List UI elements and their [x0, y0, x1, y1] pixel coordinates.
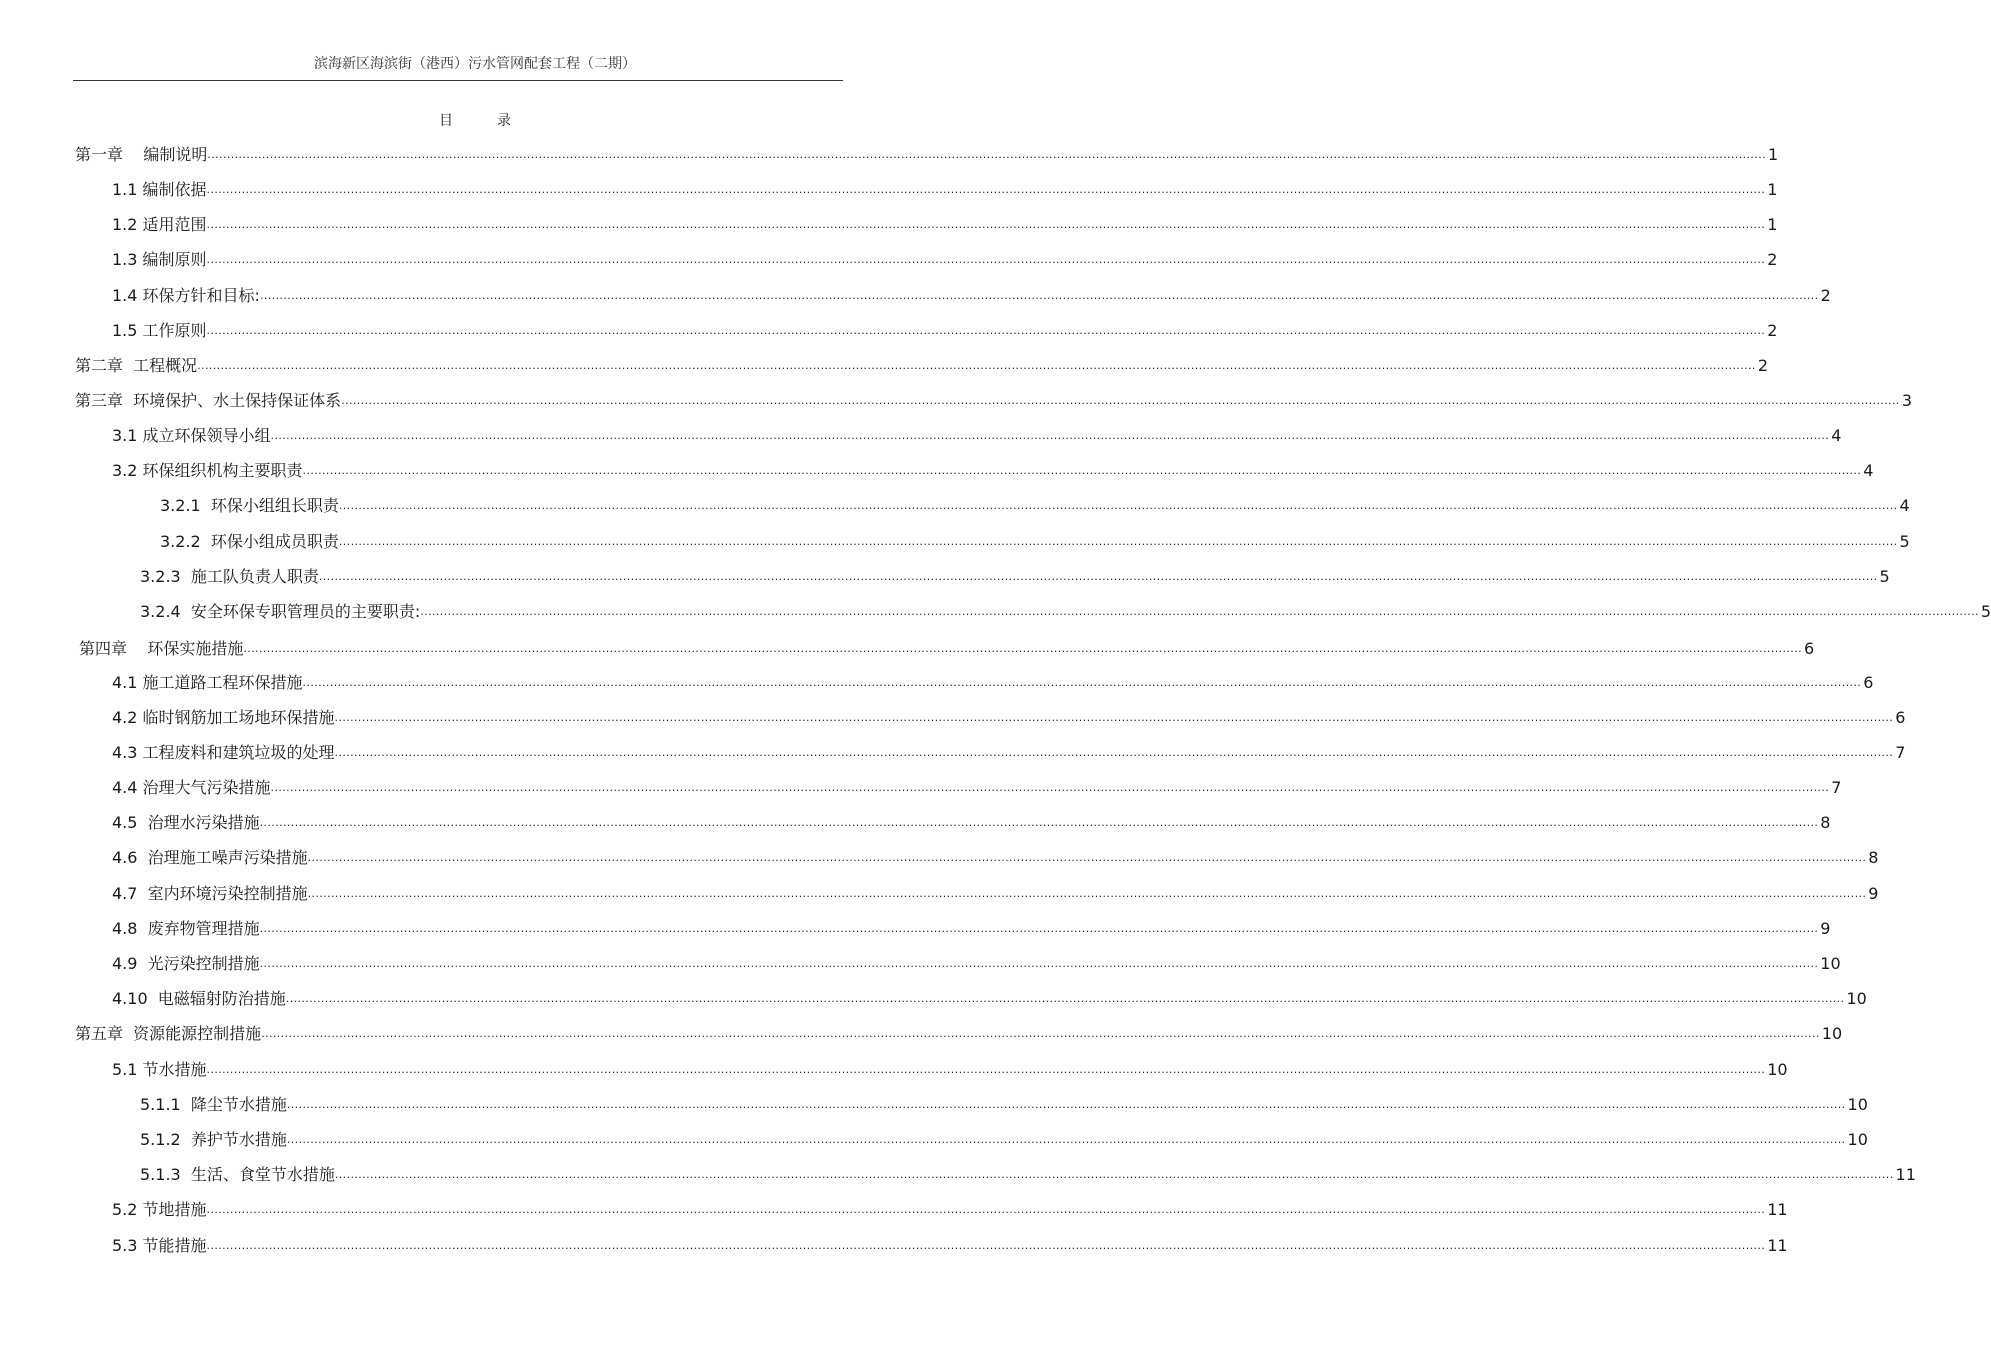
toc-entry-label: 5.1.3 生活、食堂节水措施: [140, 1165, 335, 1184]
toc-entry-page: 6: [1895, 708, 1906, 727]
toc-entry-page: 11: [1767, 1200, 1788, 1219]
toc-entry[interactable]: [140, 1093, 1868, 1115]
toc-entry-label: 4.6 治理施工噪声污染措施: [112, 848, 308, 867]
toc-entry-label: 3.2.2 环保小组成员职责: [160, 532, 339, 551]
toc-leader-dots: ................................................................................................................................................................................................................................................................................................................................................................................................................: [285, 992, 1845, 1005]
toc-leader-dots: ................................................................................................................................................................................................................................................................................................................................................................................................................: [270, 781, 1830, 794]
toc-entry-page: 4: [1831, 426, 1842, 445]
toc-entry-label: 4.3 工程废料和建筑垃圾的处理: [112, 743, 335, 762]
toc-leader-dots: ................................................................................................................................................................................................................................................................................................................................................................................................................: [307, 851, 1867, 864]
toc-entry[interactable]: [112, 178, 1778, 200]
toc-entry-page: 4: [1899, 496, 1910, 515]
header-rule: [73, 80, 843, 81]
toc-entry-label: 第四章 环保实施措施: [79, 639, 244, 658]
toc-entry-label: 5.1 节水措施: [112, 1060, 207, 1079]
toc-entry-label: 1.2 适用范围: [112, 215, 207, 234]
toc-entry-label: 4.9 光污染控制措施: [112, 954, 260, 973]
toc-entry-page: 3: [1901, 391, 1913, 410]
running-header: 滨海新区海滨街（港西）污水管网配套工程（二期）: [314, 56, 636, 72]
toc-leader-dots: ................................................................................................................................................................................................................................................................................................................................................................................................................: [261, 1027, 1820, 1040]
toc-entry[interactable]: [112, 1198, 1788, 1220]
toc-entry-page: 2: [1767, 321, 1778, 340]
toc-leader-dots: ................................................................................................................................................................................................................................................................................................................................................................................................................: [334, 746, 1894, 759]
toc-entry-label: 1.5 工作原则: [112, 321, 207, 340]
toc-entry[interactable]: [75, 389, 1913, 411]
toc-entry-page: 9: [1820, 919, 1831, 938]
toc-leader-dots: ................................................................................................................................................................................................................................................................................................................................................................................................................: [243, 642, 1802, 655]
toc-leader-dots: ................................................................................................................................................................................................................................................................................................................................................................................................................: [286, 1133, 1846, 1146]
toc-entry[interactable]: [112, 776, 1842, 798]
toc-leader-dots: ................................................................................................................................................................................................................................................................................................................................................................................................................: [259, 922, 1819, 935]
toc-entry-page: 9: [1868, 884, 1879, 903]
toc-entry[interactable]: [112, 248, 1778, 270]
toc-entry[interactable]: [140, 1163, 1916, 1185]
toc-leader-dots: ................................................................................................................................................................................................................................................................................................................................................................................................................: [338, 499, 1898, 512]
toc-entry-page: 8: [1820, 813, 1831, 832]
toc-entry-page: 10: [1767, 1060, 1788, 1079]
toc-entry-label: 3.1 成立环保领导小组: [112, 426, 271, 445]
toc-leader-dots: ................................................................................................................................................................................................................................................................................................................................................................................................................: [286, 1098, 1846, 1111]
toc-entry-page: 11: [1895, 1165, 1916, 1184]
toc-entry-label: 第二章 工程概况: [75, 356, 198, 375]
toc-leader-dots: ................................................................................................................................................................................................................................................................................................................................................................................................................: [259, 957, 1819, 970]
toc-entry[interactable]: [140, 565, 1890, 587]
toc-leader-dots: ................................................................................................................................................................................................................................................................................................................................................................................................................: [197, 359, 1756, 372]
toc-entry-page: 10: [1820, 954, 1841, 973]
toc-entry-label: 3.2.3 施工队负责人职责: [140, 567, 319, 586]
toc-entry[interactable]: [140, 1128, 1868, 1150]
toc-entry-label: 3.2 环保组织机构主要职责: [112, 461, 303, 480]
toc-entry-page: 2: [1767, 250, 1778, 269]
toc-entry-label: 4.8 废弃物管理措施: [112, 919, 260, 938]
toc-entry[interactable]: [112, 917, 1831, 939]
toc-entry[interactable]: [112, 882, 1879, 904]
toc-entry[interactable]: [112, 952, 1841, 974]
toc-entry[interactable]: [112, 213, 1778, 235]
toc-entry[interactable]: [112, 987, 1867, 1009]
toc-leader-dots: ................................................................................................................................................................................................................................................................................................................................................................................................................: [318, 570, 1878, 583]
toc-entry-label: 第一章 编制说明: [75, 145, 208, 164]
toc-entry[interactable]: [112, 811, 1831, 833]
toc-entry-label: 1.1 编制依据: [112, 180, 207, 199]
toc-entry[interactable]: [112, 741, 1906, 763]
toc-title: 目录: [439, 113, 555, 129]
toc-leader-dots: ................................................................................................................................................................................................................................................................................................................................................................................................................: [207, 148, 1766, 161]
toc-entry[interactable]: [112, 671, 1874, 693]
toc-entry-page: 8: [1868, 848, 1879, 867]
toc-leader-dots: ................................................................................................................................................................................................................................................................................................................................................................................................................: [206, 218, 1766, 231]
toc-leader-dots: ................................................................................................................................................................................................................................................................................................................................................................................................................: [259, 289, 1819, 302]
toc-entry-label: 5.1.2 养护节水措施: [140, 1130, 287, 1149]
toc-leader-dots: ................................................................................................................................................................................................................................................................................................................................................................................................................: [334, 711, 1894, 724]
toc-leader-dots: ................................................................................................................................................................................................................................................................................................................................................................................................................: [206, 1063, 1766, 1076]
toc-entry[interactable]: [160, 494, 1910, 516]
toc-entry-page: 6: [1863, 673, 1874, 692]
toc-entry-page: 4: [1863, 461, 1874, 480]
toc-entry-page: 10: [1846, 989, 1867, 1008]
toc-leader-dots: ................................................................................................................................................................................................................................................................................................................................................................................................................: [206, 253, 1766, 266]
toc-leader-dots: ................................................................................................................................................................................................................................................................................................................................................................................................................: [341, 394, 1900, 407]
toc-entry-label: 5.1.1 降尘节水措施: [140, 1095, 287, 1114]
toc-leader-dots: ................................................................................................................................................................................................................................................................................................................................................................................................................: [338, 535, 1898, 548]
toc-entry[interactable]: [160, 530, 1910, 552]
toc-entry-label: 4.7 室内环境污染控制措施: [112, 884, 308, 903]
toc-entry-label: 3.2.4 安全环保专职管理员的主要职责:: [140, 602, 421, 621]
toc-entry[interactable]: [112, 424, 1842, 446]
toc-entry-page: 5: [1879, 567, 1890, 586]
toc-leader-dots: ................................................................................................................................................................................................................................................................................................................................................................................................................: [206, 183, 1766, 196]
toc-leader-dots: ................................................................................................................................................................................................................................................................................................................................................................................................................: [206, 1203, 1766, 1216]
toc-entry-label: 1.4 环保方针和目标:: [112, 286, 260, 305]
toc-entry-page: 5: [1980, 602, 1991, 621]
toc-entry-page: 2: [1820, 286, 1831, 305]
toc-entry-page: 1: [1768, 145, 1779, 164]
toc-entry-page: 1: [1767, 215, 1778, 234]
toc-entry[interactable]: [112, 459, 1874, 481]
toc-leader-dots: ................................................................................................................................................................................................................................................................................................................................................................................................................: [302, 676, 1862, 689]
toc-entry[interactable]: [75, 354, 1769, 376]
toc-leader-dots: ................................................................................................................................................................................................................................................................................................................................................................................................................: [270, 429, 1830, 442]
toc-entry[interactable]: [112, 284, 1831, 306]
toc-entry-page: 7: [1895, 743, 1906, 762]
toc-leader-dots: ................................................................................................................................................................................................................................................................................................................................................................................................................: [420, 605, 1979, 618]
toc-entry-page: 1: [1767, 180, 1778, 199]
toc-entry[interactable]: [112, 706, 1906, 728]
toc-entry-label: 5.3 节能措施: [112, 1236, 207, 1255]
toc-entry[interactable]: [75, 1022, 1843, 1044]
toc-leader-dots: ................................................................................................................................................................................................................................................................................................................................................................................................................: [206, 1239, 1766, 1252]
toc-entry-label: 第三章 环境保护、水土保持保证体系: [75, 391, 342, 410]
toc-entry-page: 7: [1831, 778, 1842, 797]
toc-entry-page: 10: [1847, 1095, 1868, 1114]
toc-entry-page: 11: [1767, 1236, 1788, 1255]
toc-entry[interactable]: [112, 319, 1778, 341]
toc-leader-dots: ................................................................................................................................................................................................................................................................................................................................................................................................................: [259, 816, 1819, 829]
toc-entry-page: 10: [1847, 1130, 1868, 1149]
toc-entry[interactable]: [112, 1058, 1788, 1080]
toc-entry[interactable]: [75, 143, 1779, 165]
toc-entry-label: 4.4 治理大气污染措施: [112, 778, 271, 797]
toc-entry-label: 1.3 编制原则: [112, 250, 207, 269]
toc-entry[interactable]: [112, 846, 1879, 868]
toc-entry-label: 4.10 电磁辐射防治措施: [112, 989, 286, 1008]
toc-entry-label: 4.5 治理水污染措施: [112, 813, 260, 832]
toc-entry-label: 4.2 临时钢筋加工场地环保措施: [112, 708, 335, 727]
toc-entry[interactable]: [140, 600, 1991, 622]
toc-entry-label: 5.2 节地措施: [112, 1200, 207, 1219]
toc-entry-page: 5: [1899, 532, 1910, 551]
toc-leader-dots: ................................................................................................................................................................................................................................................................................................................................................................................................................: [302, 464, 1862, 477]
toc-entry-label: 4.1 施工道路工程环保措施: [112, 673, 303, 692]
toc-entry-page: 10: [1821, 1024, 1843, 1043]
toc-entry-page: 6: [1804, 639, 1815, 658]
toc-entry-label: 第五章 资源能源控制措施: [75, 1024, 262, 1043]
toc-entry[interactable]: [112, 1234, 1788, 1256]
toc-leader-dots: ................................................................................................................................................................................................................................................................................................................................................................................................................: [334, 1168, 1894, 1181]
toc-leader-dots: ................................................................................................................................................................................................................................................................................................................................................................................................................: [206, 324, 1766, 337]
toc-entry-page: 2: [1757, 356, 1769, 375]
toc-entry-label: 3.2.1 环保小组组长职责: [160, 496, 339, 515]
toc-entry[interactable]: [79, 637, 1815, 659]
toc-leader-dots: ................................................................................................................................................................................................................................................................................................................................................................................................................: [307, 887, 1867, 900]
